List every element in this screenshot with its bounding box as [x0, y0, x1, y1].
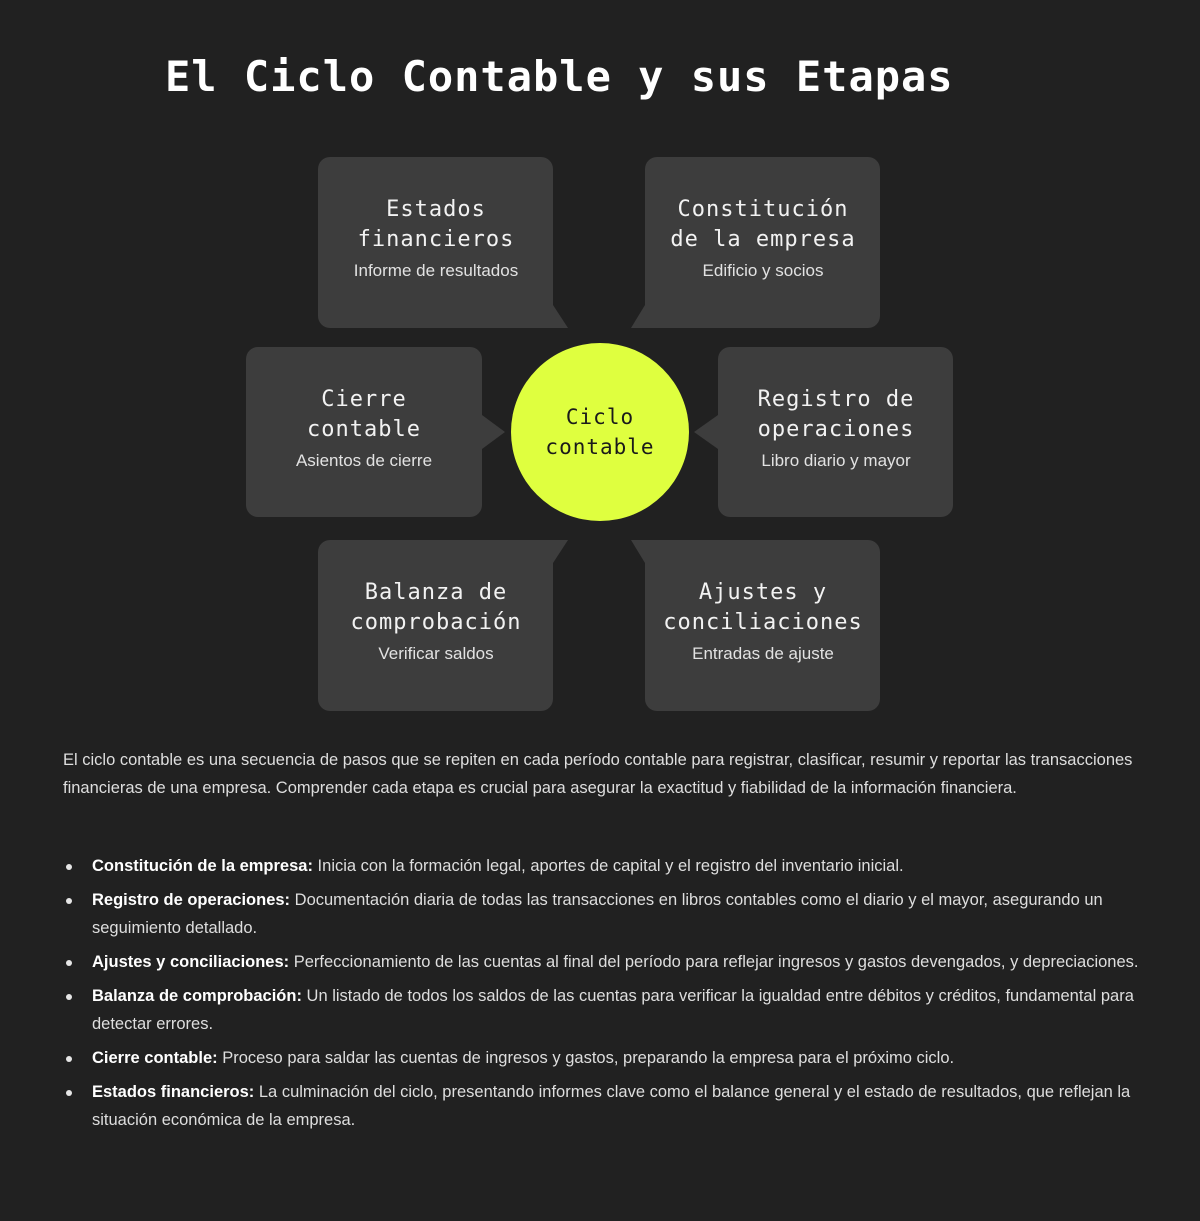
stage-title — [758, 385, 915, 445]
step-text: Inicia con la formación legal, aportes de capital y el registro del inventario inicial. — [312, 857, 904, 875]
stage-title-line: de la empresa — [670, 227, 856, 252]
stage-title-line: Registro de — [757, 387, 915, 412]
step-term: Constitución de la empresa: — [92, 857, 313, 875]
stage-card-estados-financieros — [318, 157, 554, 327]
step-term: Ajustes y conciliaciones: — [92, 953, 290, 971]
bullet-icon — [66, 1056, 72, 1062]
center-circle — [511, 343, 689, 521]
step-text: Proceso para saldar las cuentas de ingresos y gastos, preparando la empresa para el próximo ciclo. — [217, 1049, 955, 1067]
bullet-icon — [66, 994, 72, 1000]
bullet-icon — [66, 1090, 72, 1096]
intro-paragraph: El ciclo contable es una secuencia de pasos que se repiten en cada período contable para registrar, clasificar, resumir y reportar las transacciones financieras de una empresa. Comprender cada etapa es crucial para asegurar la exactitud y fiabilidad de la información financiera. — [63, 751, 1133, 797]
stage-subtitle: Entradas de ajuste — [692, 644, 834, 663]
step-term: Cierre contable: — [92, 1049, 218, 1067]
stage-title — [351, 578, 522, 638]
step-text: Documentación diaria de todas las transacciones en libros contables como el diario y el mayor, asegurando un seguimiento detallado. — [92, 891, 1103, 937]
stage-title-line: Ajustes y — [698, 580, 828, 605]
stage-title-line: Constitución — [677, 197, 849, 222]
stage-subtitle: Asientos de cierre — [295, 451, 433, 470]
center-label-line: Ciclo — [565, 405, 635, 429]
stage-card-cierre-contable — [246, 347, 482, 517]
step-text: La culminación del ciclo, presentando informes clave como el balance general y el estado de resultados, que reflejan la situación económica de la empresa. — [92, 1083, 1131, 1129]
stage-card-constitucion — [645, 157, 881, 327]
list-item — [63, 852, 1163, 880]
step-term: Estados financieros: — [92, 1083, 255, 1101]
step-term: Registro de operaciones: — [92, 891, 291, 909]
stage-title-line: comprobación — [350, 610, 522, 635]
stage-title-line: operaciones — [757, 417, 915, 442]
stage-card-ajustes-conciliaciones — [645, 540, 881, 710]
stage-subtitle: Edificio y socios — [702, 261, 824, 280]
stage-card-balanza-comprobacion — [318, 540, 554, 710]
stage-card-registro-operaciones — [718, 347, 954, 517]
step-text: Un listado de todos los saldos de las cuentas para verificar la igualdad entre débitos y créditos, fundamental para detectar errores. — [92, 987, 1134, 1033]
stage-title-line: Balanza de — [364, 580, 508, 605]
list-item — [63, 982, 1163, 1038]
stage-title — [358, 195, 515, 255]
stage-title-line: contable — [307, 417, 421, 442]
stage-title — [307, 385, 421, 445]
stage-title-line: financieros — [357, 227, 515, 252]
stage-subtitle: Verificar saldos — [378, 644, 494, 663]
steps-list — [63, 852, 1163, 1140]
stage-title — [670, 195, 855, 255]
bullet-icon — [66, 960, 72, 966]
list-item — [63, 948, 1163, 976]
stage-subtitle: Libro diario y mayor — [761, 451, 911, 470]
list-item — [63, 886, 1163, 942]
stage-subtitle: Informe de resultados — [353, 261, 519, 280]
stage-title — [663, 578, 862, 638]
list-item — [63, 1044, 1163, 1072]
step-term: Balanza de comprobación: — [92, 987, 302, 1005]
list-item — [63, 1078, 1163, 1134]
step-text: Perfeccionamiento de las cuentas al final del período para reflejar ingresos y gastos devengados, y depreciaciones. — [289, 953, 1139, 971]
stage-title-line: conciliaciones — [663, 610, 863, 635]
stage-title-line: Estados — [386, 197, 486, 222]
center-label-line: contable — [545, 435, 655, 459]
stage-title-line: Cierre — [321, 387, 407, 412]
bullet-icon — [66, 864, 72, 870]
page-title: El Ciclo Contable y sus Etapas — [165, 52, 954, 101]
bullet-icon — [66, 898, 72, 904]
